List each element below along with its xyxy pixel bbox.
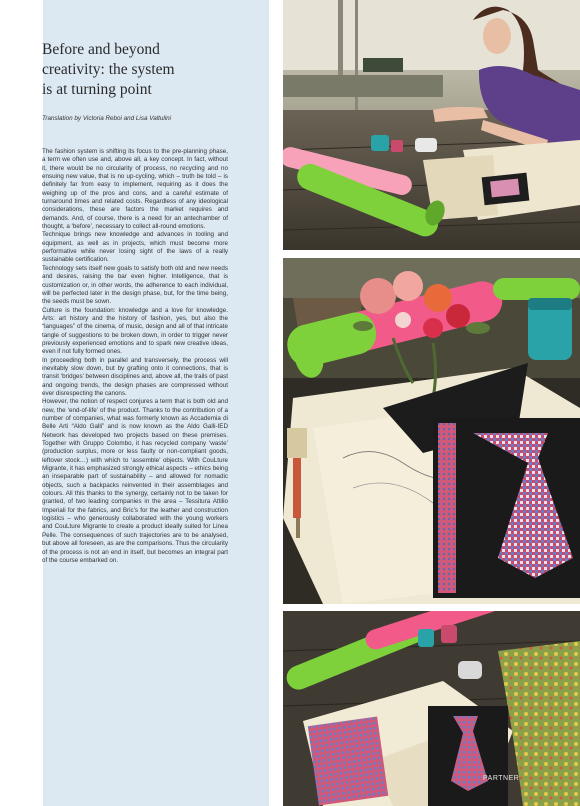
workshop-photo [283, 0, 580, 250]
paragraph-5: In proceeding both in parallel and transversely, the process will inevitably slow down, but by grafting onto it connections, that is transit ‘bridges’ between disciplines and, above all, the trails of past and ongoing trends, the design phases are compressed without ever disrespecting the canons. [42, 356, 228, 397]
paragraph-1: The fashion system is shifting its focus to the pre-planning phase, a term we often use and, above all, a key concept. In fact, without it, there would be no circularity of process, no recycling and no ensuing new value, that is no up-cycling, which – truth be told – is definitely far from easy to implement, requiring as it does the weighing up of the pros and cons, and a careful estimate of turnaround times and related costs. Regardless of any ideological considerations, these are factors the market requires and demands. And, of course, there is a need for an antechamber of thought, a ‘before’, necessary to collect all-round emotions. [42, 148, 228, 231]
table-overview-photo [283, 611, 580, 806]
brand-mark: PARTNER [483, 775, 520, 782]
article-body [42, 148, 228, 565]
translation-credit: Translation by Victoria Reboi and Lisa Valtulini [42, 115, 172, 122]
title-line-3: is at turning point [42, 81, 152, 98]
paragraph-6: However, the notion of respect conjures a term that is both old and new, the ‘end-of-life’ of the product. Thanks to the contribution of a number of companies, what was formerly known as Accademia di Belle Arti “Aldo Galli” and is now known as the Aldo Galli-IED Network has developed two projects based on these premises. Together with Gruppo Colombo, it has recycled company ‘waste’ (production surplus, more or less faulty or non-compliant goods, leftover stock…) with which to ‘assemble’ objects. With CouLture Migrante, it has emphasized strongly ethical aspects – ethics being an inseparable part of sustainability – and allowed for nomadic objects, such a backpacks reinvented in their assemblages and colours. All this thanks to the synergy, certainly not to be taken for granted, of two leading companies in the area – Tessitura Attilio Imperiali for the fabrics, and Bric’s for the leather and construction logistics – who generously collaborated with the young workers and CouLture Migrante to create a product ideally suited for Linea Pelle. The consequences of such trajectories are to be analysed, but above all foreseen, as are the comparisons. Thus the circularity of the process is not an end in itself, but becomes an integral part of the course embarked on. [42, 398, 228, 564]
page-title [42, 40, 232, 100]
title-line-1: Before and beyond [42, 41, 160, 58]
title-line-2: creativity: the system [42, 61, 175, 78]
paragraph-3: Technology sets itself new goals to satisfy both old and new needs and desires, raising the bar even higher. Intelligence, that is customization or, in other words, the adherence to each individual, will be perfected later in the design phase, but, for the time being, the seeds must be sown. [42, 264, 228, 306]
paragraph-4: Culture is the foundation: knowledge and a love for knowledge. Arts: art history and the history of fashion, yes, but also the “languages” of the cinema, of music, design and all of that intricate tangle of suggestions to be broken down, in order to trigger never previously experienced emotions and to spark new creative ideas, even if not fully formed ones. [42, 306, 228, 356]
paragraph-2: Technique brings new knowledge and advances in tooling and equipment, as well as in projects, which must become more performative while never losing sight of the laws of a really sustainable certification. [42, 231, 228, 264]
tie-design-photo [283, 258, 580, 604]
